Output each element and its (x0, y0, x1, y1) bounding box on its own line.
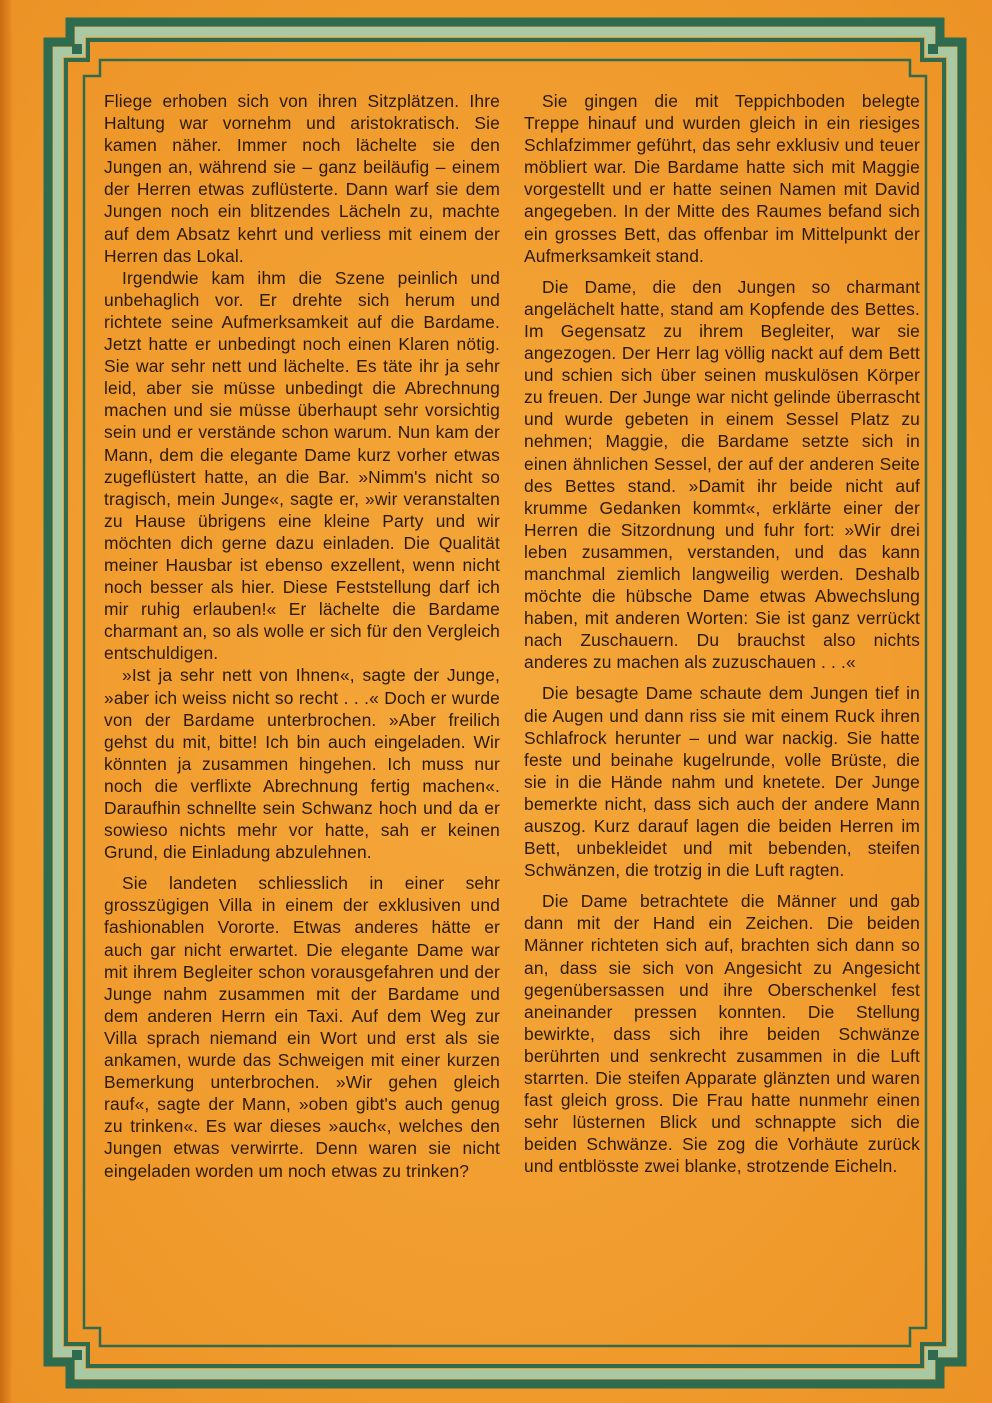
corner-accent-bottom-right (928, 1350, 938, 1360)
paragraph: Die Dame, die den Jungen so charmant angelächelt hatte, stand am Kopfende des Bettes. Im Gegensatz zu ihrem Begleiter, war sie angezogen. Der Herr lag völlig nackt auf dem Bett und schien sich über seinen muskulösen Körper zu freuen. Der Junge war nicht gelinde überrascht und wurde gebeten in einem Sessel Platz zu nehmen; Maggie, die Bardame setzte sich in einen ähnlichen Sessel, der auf der anderen Seite des Bettes stand. »Damit ihr beide nicht auf krumme Gedanken kommt«, erklärte einer der Herren die Sitzordnung und fuhr fort: »Wir drei leben zusammen, verstanden, und das kann manchmal ziemlich langweilig werden. Deshalb möchte die hübsche Dame etwas Abwechslung haben, mit anderen Worten: Sie ist ganz verrückt nach Zuschauern. Du brauchst also nichts anderes zu machen als zuzuschauen . . .« (524, 276, 920, 673)
paragraph: Irgendwie kam ihm die Szene peinlich und unbehaglich vor. Er drehte sich herum und richtete seine Aufmerksamkeit auf die Bardame. Jetzt hatte er unbedingt noch einen Klaren nötig. Sie war sehr nett und lächelte. Es täte ihr ja sehr leid, aber sie müsse unbedingt die Abrechnung machen und sie müsse überhaupt sehr vorsichtig sein und er verstände schon warum. Nun kam der Mann, dem die elegante Dame kurz vorher etwas zugeflüstert hatte, an die Bar. »Nimm's nicht so tragisch, mein Junge«, sagte er, »wir veranstalten zu Hause übrigens eine kleine Party und wir möchten dich gerne dazu einladen. Die Qualität meiner Hausbar ist ebenso exzellent, wenn nicht noch besser als hier. Diese Feststellung darf ich mir ruhig erlauben!« Er lächelte die Bardame charmant an, so als wolle er sich für den Vergleich entschuldigen. (104, 267, 500, 664)
paragraph: Fliege erhoben sich von ihren Sitzplätzen. Ihre Haltung war vornehm und aristokratisch. Sie kamen näher. Immer noch lächelte sie den Jungen an, während sie – ganz beiläufig – einem der Herren etwas zuflüsterte. Dann warf sie dem Jungen noch ein blitzendes Lächeln zu, machte auf dem Absatz kehrt und verliess mit einem der Herren das Lokal. (104, 91, 500, 266)
corner-accent-top-right (928, 44, 938, 54)
corner-accent-bottom-left (72, 1350, 82, 1360)
left-column (104, 90, 500, 1330)
paragraph: Die besagte Dame schaute dem Jungen tief in die Augen und dann riss sie mit einem Ruck ihren Schlafrock herunter – und war nackig. Sie hatte feste und beinahe kugelrunde, volle Brüste, die sie in die Hände nahm und knetete. Der Junge bemerkte nicht, dass sich auch der andere Mann auszog. Kurz darauf lagen die beiden Herren im Bett, unbekleidet und mit bebenden, steifen Schwänzen, die trotzig in die Luft ragten. (524, 683, 920, 881)
paragraph: »Ist ja sehr nett von Ihnen«, sagte der Junge, »aber ich weiss nicht so recht . . .« Doch er wurde von der Bardame unterbrochen. »Aber freilich gehst du mit, bitte! Ich bin auch eingeladen. Wir könnten ja zusammen hingehen. Ich muss nur noch die verflixte Abrechnung fertig machen«. Daraufhin schnellte sein Schwanz hoch und da er sowieso nichts mehr vor hatte, sah er keinen Grund, die Einladung abzulehnen. (104, 665, 500, 863)
right-column (524, 90, 920, 1330)
paragraph: Sie landeten schliesslich in einer sehr grosszügigen Villa in einem der exklusiven und fashionablen Vororte. Etwas anderes hätte er auch gar nicht erwartet. Die elegante Dame war mit ihrem Begleiter schon vorausgefahren und der Junge nahm zusammen mit der Bardame und dem anderen Herrn ein Taxi. Auf dem Weg zur Villa sprach niemand ein Wort und erst als sie ankamen, wurde das Schweigen mit einer kurzen Bemerkung unterbrochen. »Wir gehen gleich rauf«, sagte der Mann, »oben gibt's auch genug zu trinken«. Es war dieses »auch«, welches den Jungen etwas verwirrte. Denn waren sie nicht eingeladen worden um noch etwas zu trinken? (104, 873, 500, 1181)
paragraph: Sie gingen die mit Teppichboden belegte Treppe hinauf und wurden gleich in ein riesiges Schlafzimmer geführt, das sehr exklusiv und teuer möbliert war. Die Bardame hatte sich mit Maggie vorgestellt und er hatte seinen Namen mit David angegeben. In der Mitte des Raumes befand sich ein grosses Bett, das offenbar im Mittelpunkt der Aufmerksamkeit stand. (524, 91, 920, 266)
corner-accent-top-left (72, 44, 82, 54)
text-columns (104, 90, 920, 1330)
paragraph: Die Dame betrachtete die Männer und gab dann mit der Hand ein Zeichen. Die beiden Männer richteten sich auf, brachten sich dann so an, dass sie sich von Angesicht zu Angesicht gegenübersassen und ihre Oberschenkel fest aneinander pressen konnten. Die Stellung bewirkte, dass sich ihre beiden Schwänze berührten und senkrecht zusammen in die Luft starrten. Die steifen Apparate glänzten und waren fast gleich gross. Die Frau hatte nunmehr einen sehr lüsternen Blick und schnappte sich die beiden Schwänze. Sie zog die Vorhäute zurück und entblösste zwei blanke, strotzende Eicheln. (524, 891, 920, 1177)
